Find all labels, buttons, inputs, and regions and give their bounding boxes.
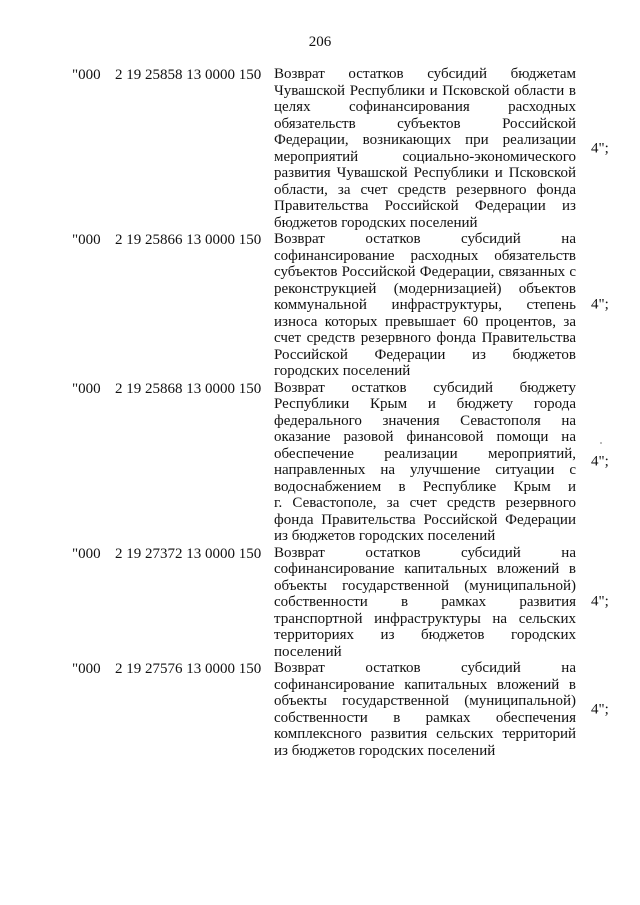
description-line: Возврат остатков субсидий бюджету (274, 379, 576, 396)
row-amount: 4"; (591, 140, 609, 156)
description-line: Возврат остатков субсидий на (274, 544, 576, 561)
description-line: комплексного развития сельских территорий (274, 726, 576, 742)
row-description (274, 545, 576, 661)
description-line: развития Чувашской Республики и Псковской (274, 165, 576, 181)
description-line: износа которых превышает 60 процентов, за (274, 313, 576, 330)
description-line: счет средств резервного фонда Правительства (274, 330, 576, 346)
table-row (0, 66, 640, 231)
row-description (274, 660, 576, 759)
budget-code: 2 19 25866 13 0000 150 (115, 232, 262, 248)
row-amount: 4"; (591, 296, 609, 313)
description-line: софинансирование капитальных вложений в (274, 676, 576, 693)
description-line: мероприятий социально-экономического (274, 148, 576, 165)
table-row (0, 545, 640, 661)
description-line: бюджетов городских поселений (274, 214, 478, 231)
description-line: водоснабжением в Республике Крым и (274, 478, 576, 495)
description-line: Возврат остатков субсидий бюджетам (274, 66, 576, 82)
description-line: Чувашской Республики и Псковской области в (274, 82, 576, 99)
description-line: транспортной инфраструктуры на сельских (274, 610, 576, 627)
budget-code: 2 19 25868 13 0000 150 (115, 380, 262, 397)
description-line: Республики Крым и бюджету города (274, 396, 576, 412)
description-line: Федерации, возникающих при реализации (274, 132, 576, 148)
description-line: Российской Федерации из бюджетов (274, 346, 576, 363)
row-description (274, 66, 576, 231)
description-line: области, за счет средств резервного фонда (274, 181, 576, 198)
description-line: обязательств субъектов Российской (274, 115, 576, 132)
description-line: собственности в рамках обеспечения (274, 709, 576, 726)
description-line: городских поселений (274, 363, 411, 379)
description-line: г. Севастополе, за счет средств резервного (274, 495, 576, 511)
description-line: коммунальной инфраструктуры, степень (274, 297, 576, 313)
description-line: Возврат остатков субсидий на (274, 660, 576, 676)
description-line: софинансирование расходных обязательств (274, 247, 576, 264)
description-line: обеспечение реализации мероприятий, (274, 445, 576, 462)
description-line: целях софинансирования расходных (274, 99, 576, 115)
row-amount: 4"; (591, 593, 609, 610)
budget-code: 2 19 27372 13 0000 150 (115, 545, 262, 562)
row-description (274, 380, 576, 545)
table-row (0, 380, 640, 545)
row-amount: 4"; (591, 453, 609, 470)
description-line: Правительства Российской Федерации из (274, 198, 576, 214)
table-row (0, 231, 640, 380)
description-line: из бюджетов городских поселений (274, 742, 496, 759)
code-prefix: "000 (72, 232, 101, 248)
description-line: собственности в рамках развития (274, 594, 576, 610)
code-prefix: "000 (72, 661, 101, 677)
code-prefix: "000 (72, 545, 101, 562)
description-line: поселений (274, 643, 342, 660)
scan-speck (600, 442, 602, 444)
page-number: 206 (308, 34, 332, 50)
description-line: субъектов Российской Федерации, связанных с (274, 264, 576, 280)
budget-code-table (0, 66, 640, 759)
row-amount: 4"; (591, 701, 609, 717)
description-line: объекты государственной (муниципальной) (274, 577, 576, 594)
description-line: софинансирование капитальных вложений в (274, 561, 576, 577)
budget-code: 2 19 27576 13 0000 150 (115, 661, 262, 677)
budget-code: 2 19 25858 13 0000 150 (115, 67, 262, 83)
description-line: реконструкцией (модернизацией) объектов (274, 280, 576, 297)
description-line: фонда Правительства Российской Федерации (274, 511, 576, 528)
description-line: территориях из бюджетов городских (274, 627, 576, 643)
description-line: объекты государственной (муниципальной) (274, 693, 576, 709)
description-line: направленных на улучшение ситуации с (274, 462, 576, 478)
code-prefix: "000 (72, 67, 101, 83)
description-line: Возврат остатков субсидий на (274, 231, 576, 247)
description-line: федерального значения Севастополя на (274, 412, 576, 429)
code-prefix: "000 (72, 380, 101, 397)
row-description (274, 231, 576, 380)
table-row (0, 660, 640, 759)
description-line: оказание разовой финансовой помощи на (274, 429, 576, 445)
description-line: из бюджетов городских поселений (274, 528, 496, 544)
